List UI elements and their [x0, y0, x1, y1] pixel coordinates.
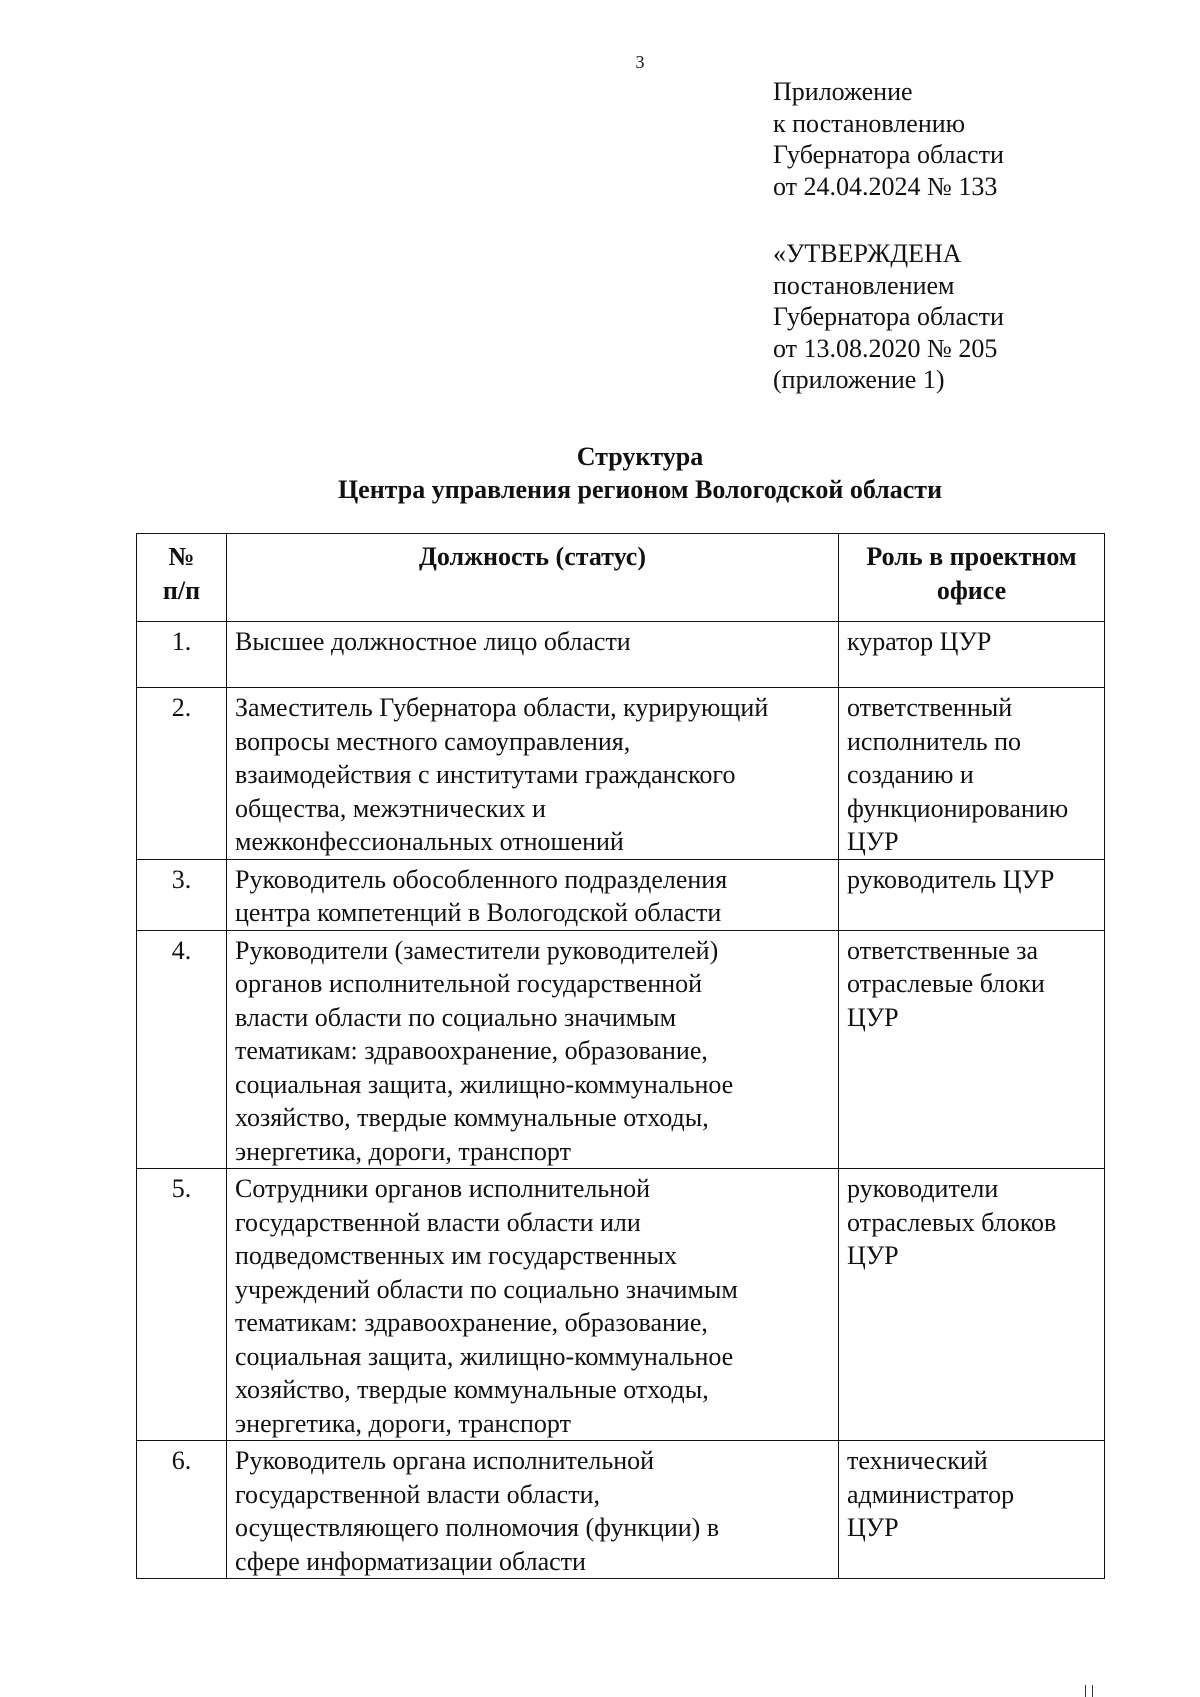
header-position: Должность (статус): [227, 534, 839, 622]
appendix-line: Губернатора области: [773, 140, 1004, 169]
approved-block: [773, 238, 1004, 396]
row-role: руководители отраслевых блоков ЦУР: [839, 1169, 1105, 1441]
table-row: [137, 688, 1105, 860]
table-row: [137, 1441, 1105, 1579]
page-edge-mark: [1085, 1685, 1093, 1697]
appendix-line: Приложение: [773, 77, 913, 106]
row-num: 3.: [137, 859, 227, 930]
page-number: 3: [635, 52, 645, 72]
document-title: [0, 440, 1200, 506]
row-role: технический администратор ЦУР: [839, 1441, 1105, 1579]
row-role: ответственные за отраслевые блоки ЦУР: [839, 930, 1105, 1169]
header-role: Роль в проектном офисе: [839, 534, 1105, 622]
structure-table: [136, 533, 1105, 1579]
approved-line: «УТВЕРЖДЕНА: [773, 239, 962, 268]
row-position: Высшее должностное лицо области: [227, 622, 839, 688]
row-role: ответственный исполнитель по созданию и функционированию ЦУР: [839, 688, 1105, 860]
row-role: куратор ЦУР: [839, 622, 1105, 688]
title-line-2: Центра управления регионом Вологодской области: [337, 475, 943, 504]
appendix-line: от 24.04.2024 № 133: [773, 171, 998, 201]
row-position: Руководитель обособленного подразделения центра компетенций в Вологодской области: [227, 859, 839, 930]
approved-line: Губернатора области: [773, 302, 1004, 331]
row-position: Заместитель Губернатора области, курирующий вопросы местного самоуправления, взаимодействия с институтами гражданского общества, межэтнических и межконфессиональных отношений: [227, 688, 839, 860]
row-position: Руководители (заместители руководителей) органов исполнительной государственной власти области по социально значимым тематикам: здравоохранение, образование, социальная защита, жилищно-коммунальное хозяйство, твердые коммунальные отходы, энергетика, дороги, транспорт: [227, 930, 839, 1169]
approved-line: постановлением: [773, 270, 955, 300]
table-row: [137, 1169, 1105, 1441]
row-num: 4.: [137, 930, 227, 1169]
row-num: 2.: [137, 688, 227, 860]
row-role: руководитель ЦУР: [839, 859, 1105, 930]
row-num: 5.: [137, 1169, 227, 1441]
table-row: [137, 930, 1105, 1169]
appendix-block: [773, 76, 1004, 202]
approved-line: от 13.08.2020 № 205: [773, 333, 998, 363]
header-num: № п/п: [137, 534, 227, 622]
table-header-row: [137, 534, 1105, 622]
row-num: 6.: [137, 1441, 227, 1579]
appendix-line: к постановлению: [773, 108, 966, 138]
row-position: Сотрудники органов исполнительной государственной власти области или подведомственных им государственных учреждений области по социально значимым тематикам: здравоохранение, образование, социальная защита, жилищно-коммунальное хозяйство, твердые коммунальные отходы, энергетика, дороги, транспорт: [227, 1169, 839, 1441]
row-num: 1.: [137, 622, 227, 688]
table-row: [137, 859, 1105, 930]
table-row: [137, 622, 1105, 688]
approved-line: (приложение 1): [773, 365, 945, 394]
row-position: Руководитель органа исполнительной государственной власти области, осуществляющего полномочия (функции) в сфере информатизации области: [227, 1441, 839, 1579]
title-line-1: Структура: [576, 442, 704, 471]
